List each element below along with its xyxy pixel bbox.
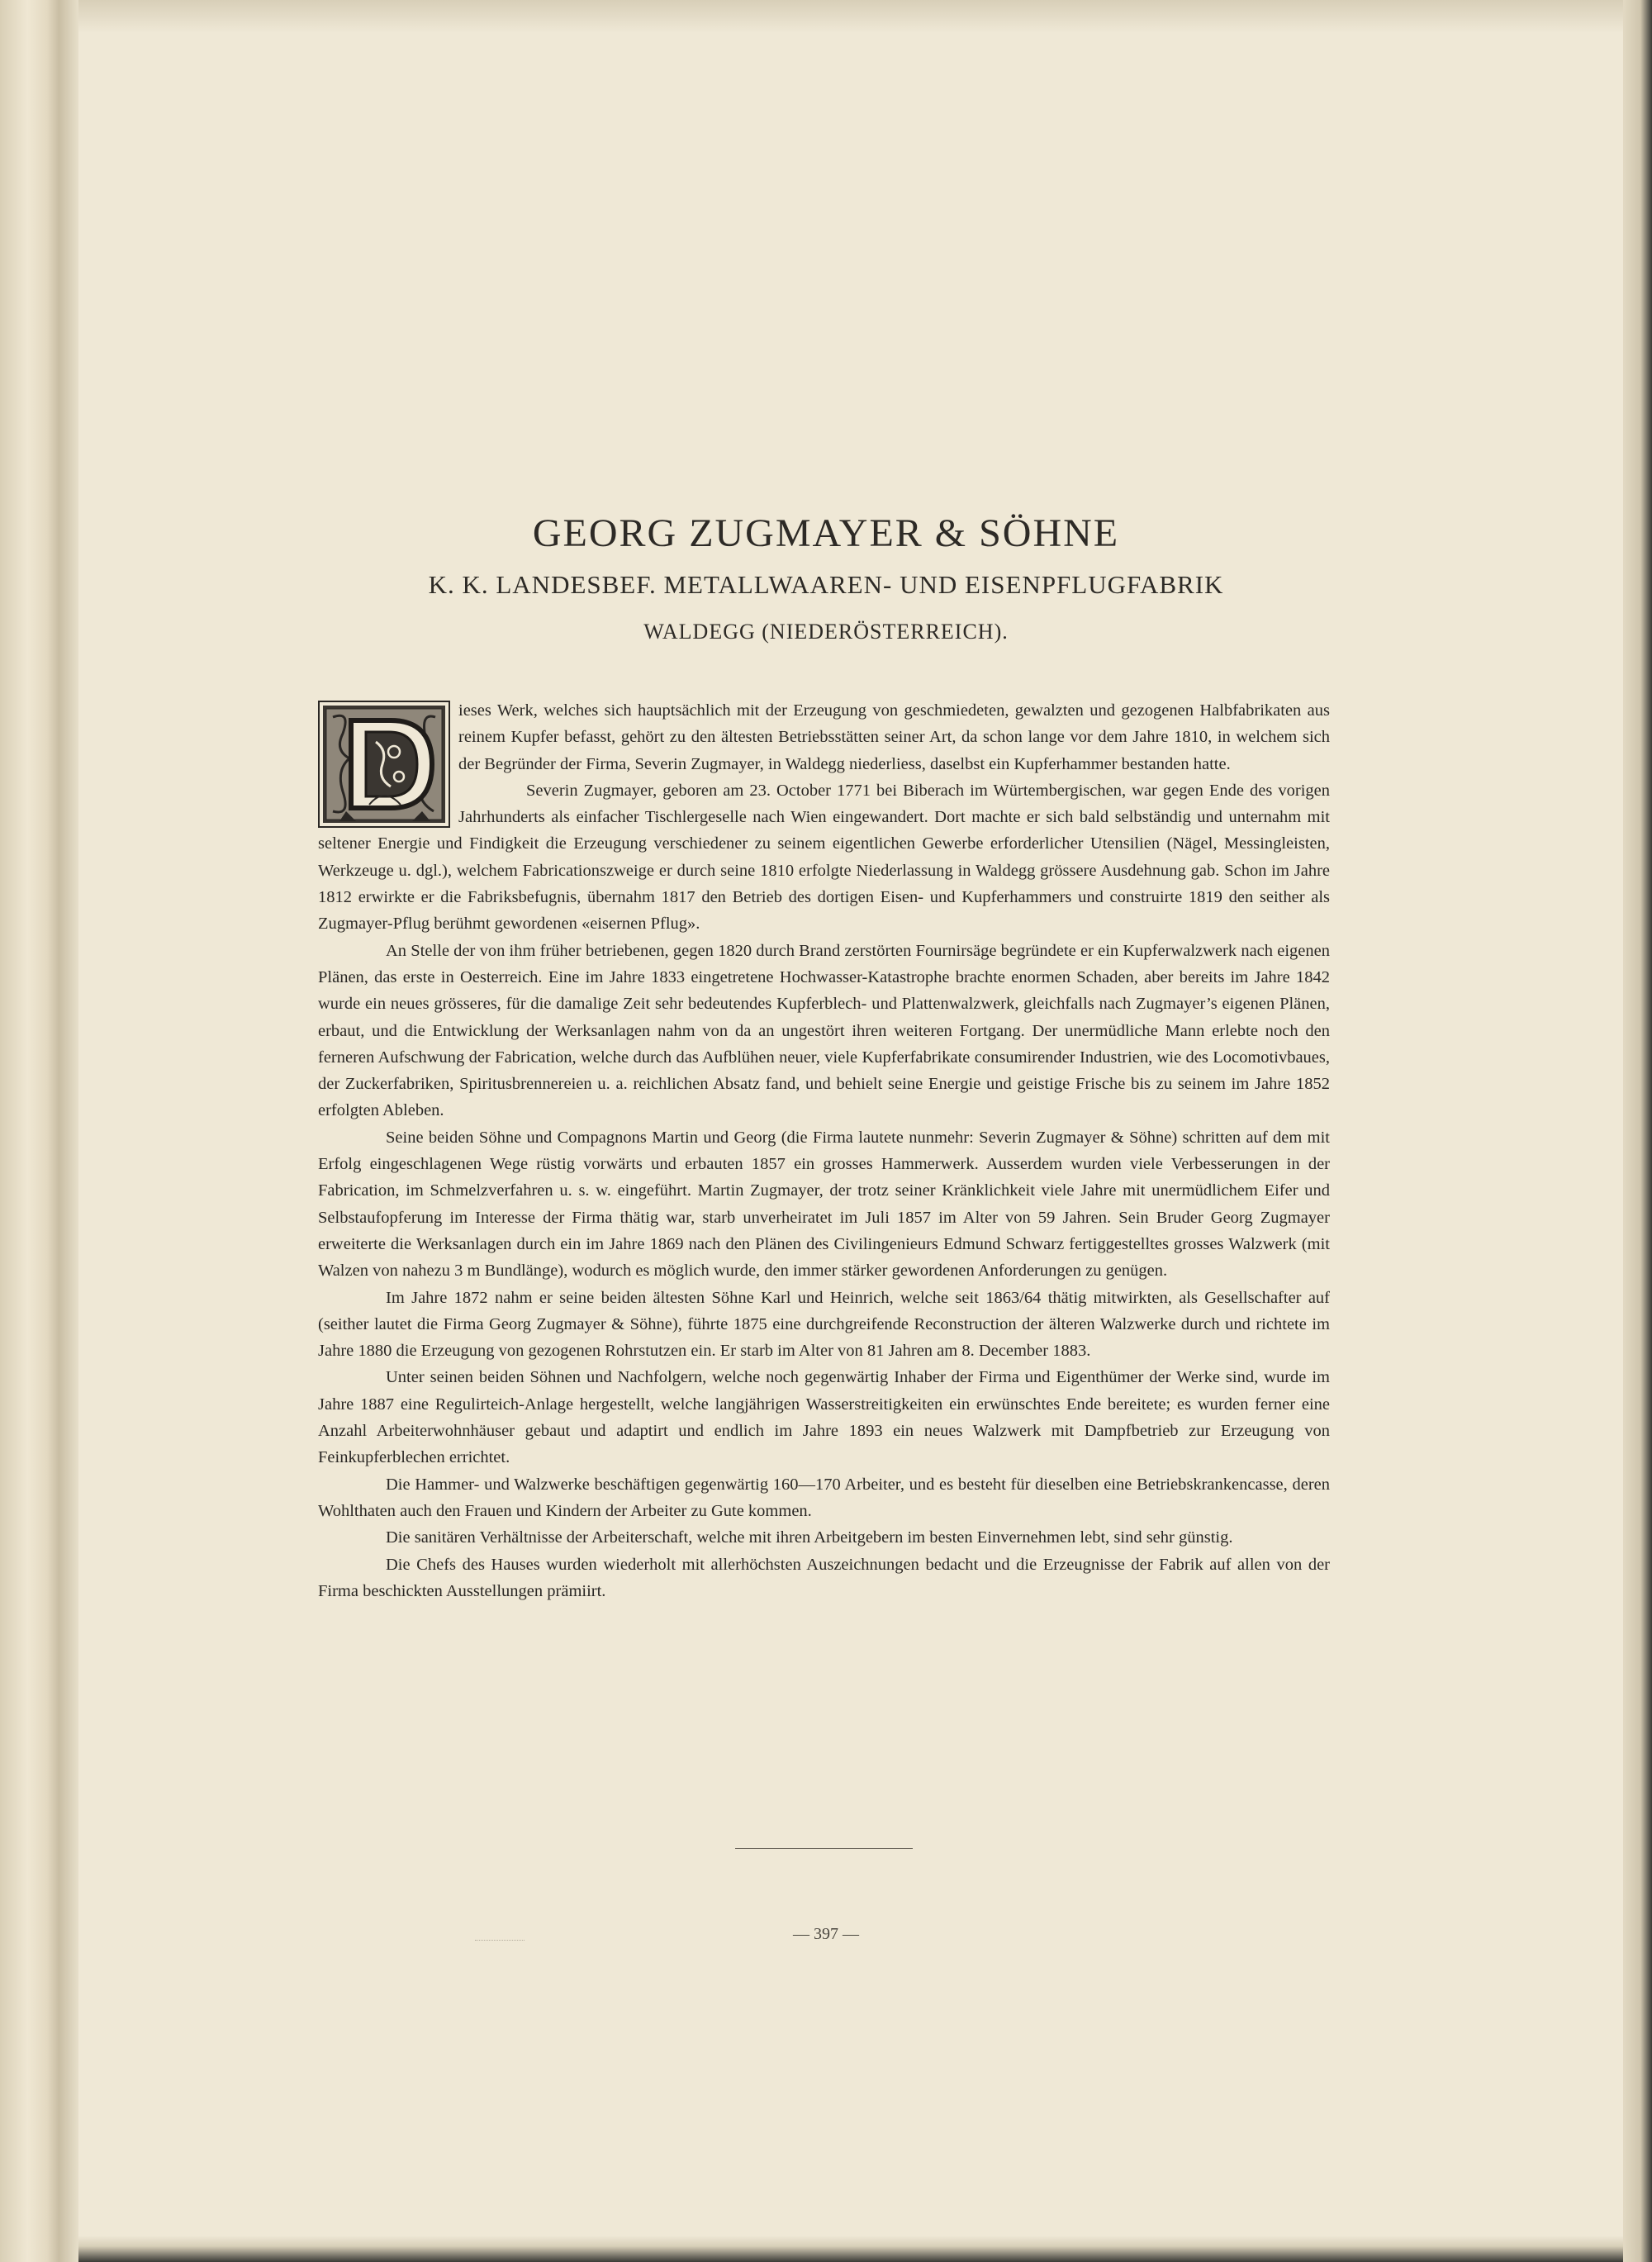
page-edge-top — [78, 0, 1623, 33]
paragraph-3: An Stelle der von ihm früher betriebenen, gegen 1820 durch Brand zerstörten Fournirsäge begründete er ein Kupferwalzwerk nach eigenen Plänen, das erste in Oesterreich. Eine im Jahre 1833 eingetretene Hochwasser-Katastrophe brachte enormen Schaden, aber bereits im Jahre 1842 wurde ein neues grösseres, für die damalige Zeit sehr bedeutendes Kupferblech- und Plattenwalzwerk, gleichfalls nach Zugmayer’s eigenen Plänen, erbaut, und die Entwicklung der Werksanlagen nahm von da an ungestört ihren weiteren Fortgang. Der unermüdliche Mann erlebte noch den ferneren Aufschwung der Fabrication, welche durch das Aufblühen neuer, viele Kupferfabrikate consumirender Industrien, wie des Locomotivbaues, der Zuckerfabriken, Spiritusbrennereien u. a. reichlichen Absatz fand, und behielt seine Energie und geistige Frische bis zu seinem im Jahre 1852 erfolgten Ableben. — [318, 941, 1330, 1120]
paragraph-5: Im Jahre 1872 nahm er seine beiden ältesten Söhne Karl und Heinrich, welche seit 1863/64 thätig mitwirkten, als Gesellschafter auf (seither lautet die Firma Georg Zugmayer & Söhne), führte 1875 eine durchgreifende Reconstruction der älteren Walzwerke durch und richtete im Jahre 1880 die Erzeugung von gezogenen Rohrstutzen ein. Er starb im Alter von 81 Jahren am 8. December 1883. — [318, 1288, 1330, 1361]
stray-ink-mark — [475, 1940, 525, 1946]
company-location: WALDEGG (NIEDERÖSTERREICH). — [643, 620, 1009, 644]
page-number: — 397 — — [793, 1925, 859, 1943]
paragraph-text: ieses Werk, welches sich hauptsächlich mit der Erzeugung von geschmiedeten, gewalzten und gezogenen Halbfabrikaten aus reinem Kupfer befasst, gehört zu den ältesten Betriebsstätten seiner Art, da schon lange vor dem Jahre 1810, in welchem sich der Begründer der Firma, Severin Zugmayer, in Waldegg niederliess, daselbst ein Kupferhammer bestanden hatte. — [458, 701, 1330, 773]
section-divider — [735, 1848, 913, 1849]
article-body — [318, 697, 1330, 1604]
paragraph-9: Die Chefs des Hauses wurden wiederholt mit allerhöchsten Auszeichnungen bedacht und die Erzeugnisse der Fabrik auf allen von der Firma beschickten Ausstellungen prämiirt. — [318, 1555, 1330, 1600]
paragraph-1 — [318, 697, 1330, 777]
company-title: GEORG ZUGMAYER & SÖHNE — [532, 511, 1120, 555]
paragraph-8: Die sanitären Verhältnisse der Arbeiterschaft, welche mit ihren Arbeitgebern im besten Einvernehmen lebt, sind sehr günstig. — [386, 1528, 1233, 1547]
ornamental-initial-d-icon — [318, 701, 450, 828]
paragraph-2: Severin Zugmayer, geboren am 23. October 1771 bei Biberach im Würtembergischen, war gegen Ende des vorigen Jahrhunderts als einfacher Tischlergeselle nach Wien eingewandert. Dort machte er sich bald selbständig und unternahm mit seltener Energie und Findigkeit die Erzeugung verschiedener zu seinem eigentlichen Gewerbe erforderlicher Utensilien (Nägel, Messingleisten, Werkzeuge u. dgl.), welchem Fabricationszweige er durch seine 1810 erfolgte Niederlassung in Waldegg grössere Ausdehnung gab. Schon im Jahre 1812 erwirkte er die Fabriksbefugnis, übernahm 1817 den Betrieb des dortigen Eisen- und Kupferhammers und construirte 1819 den seither als Zugmayer-Pflug berühmt gewordenen «eisernen Pflug». — [318, 781, 1330, 934]
paragraph-7: Die Hammer- und Walzwerke beschäftigen gegenwärtig 160—170 Arbeiter, und es besteht für dieselben eine Betriebskrankencasse, deren Wohlthaten auch den Frauen und Kindern der Arbeiter zu Gute kommen. — [318, 1475, 1330, 1520]
page-edge-right — [1623, 0, 1652, 2262]
book-gutter — [0, 0, 78, 2262]
paragraph-4: Seine beiden Söhne und Compagnons Martin und Georg (die Firma lautete nunmehr: Severin Zugmayer & Söhne) schritten auf dem mit Erfolg eingeschlagenen Wege rüstig vorwärts und erbauten 1857 ein grosses Hammerwerk. Ausserdem wurden viele Verbesserungen in der Fabrication, im Schmelzverfahren u. s. w. eingeführt. Martin Zugmayer, der trotz seiner Kränklichkeit viele Jahre mit unermüdlichem Eifer und Selbstaufopferung im Interesse der Firma thätig war, starb unverheiratet im Juli 1857 im Alter von 59 Jahren. Sein Bruder Georg Zugmayer erweiterte die Werksanlagen durch ein im Jahre 1869 nach den Plänen des Civilingenieurs Edmund Schwarz fertiggestelltes grosses Walzwerk (mit Walzen von nahezu 3 m Bundlänge), wodurch es möglich wurde, den immer stärker gewordenen Anforderungen zu genügen. — [318, 1128, 1330, 1281]
paragraph-6: Unter seinen beiden Söhnen und Nachfolgern, welche noch gegenwärtig Inhaber der Firma und Eigenthümer der Werke sind, wurde im Jahre 1887 eine Regulirteich-Anlage hergestellt, welche langjährigen Wasserstreitigkeiten ein erwünschtes Ende bereitete; es wurden ferner eine Anzahl Arbeiterwohnhäuser gebaut und adaptirt und endlich im Jahre 1893 ein neues Walzwerk mit Dampfbetrieb zur Erzeugung von Feinkupferblechen errichtet. — [318, 1368, 1330, 1467]
page-edge-bottom — [78, 2236, 1623, 2262]
company-subtitle: K. K. LANDESBEF. METALLWAAREN- UND EISENPFLUGFABRIK — [428, 570, 1224, 599]
